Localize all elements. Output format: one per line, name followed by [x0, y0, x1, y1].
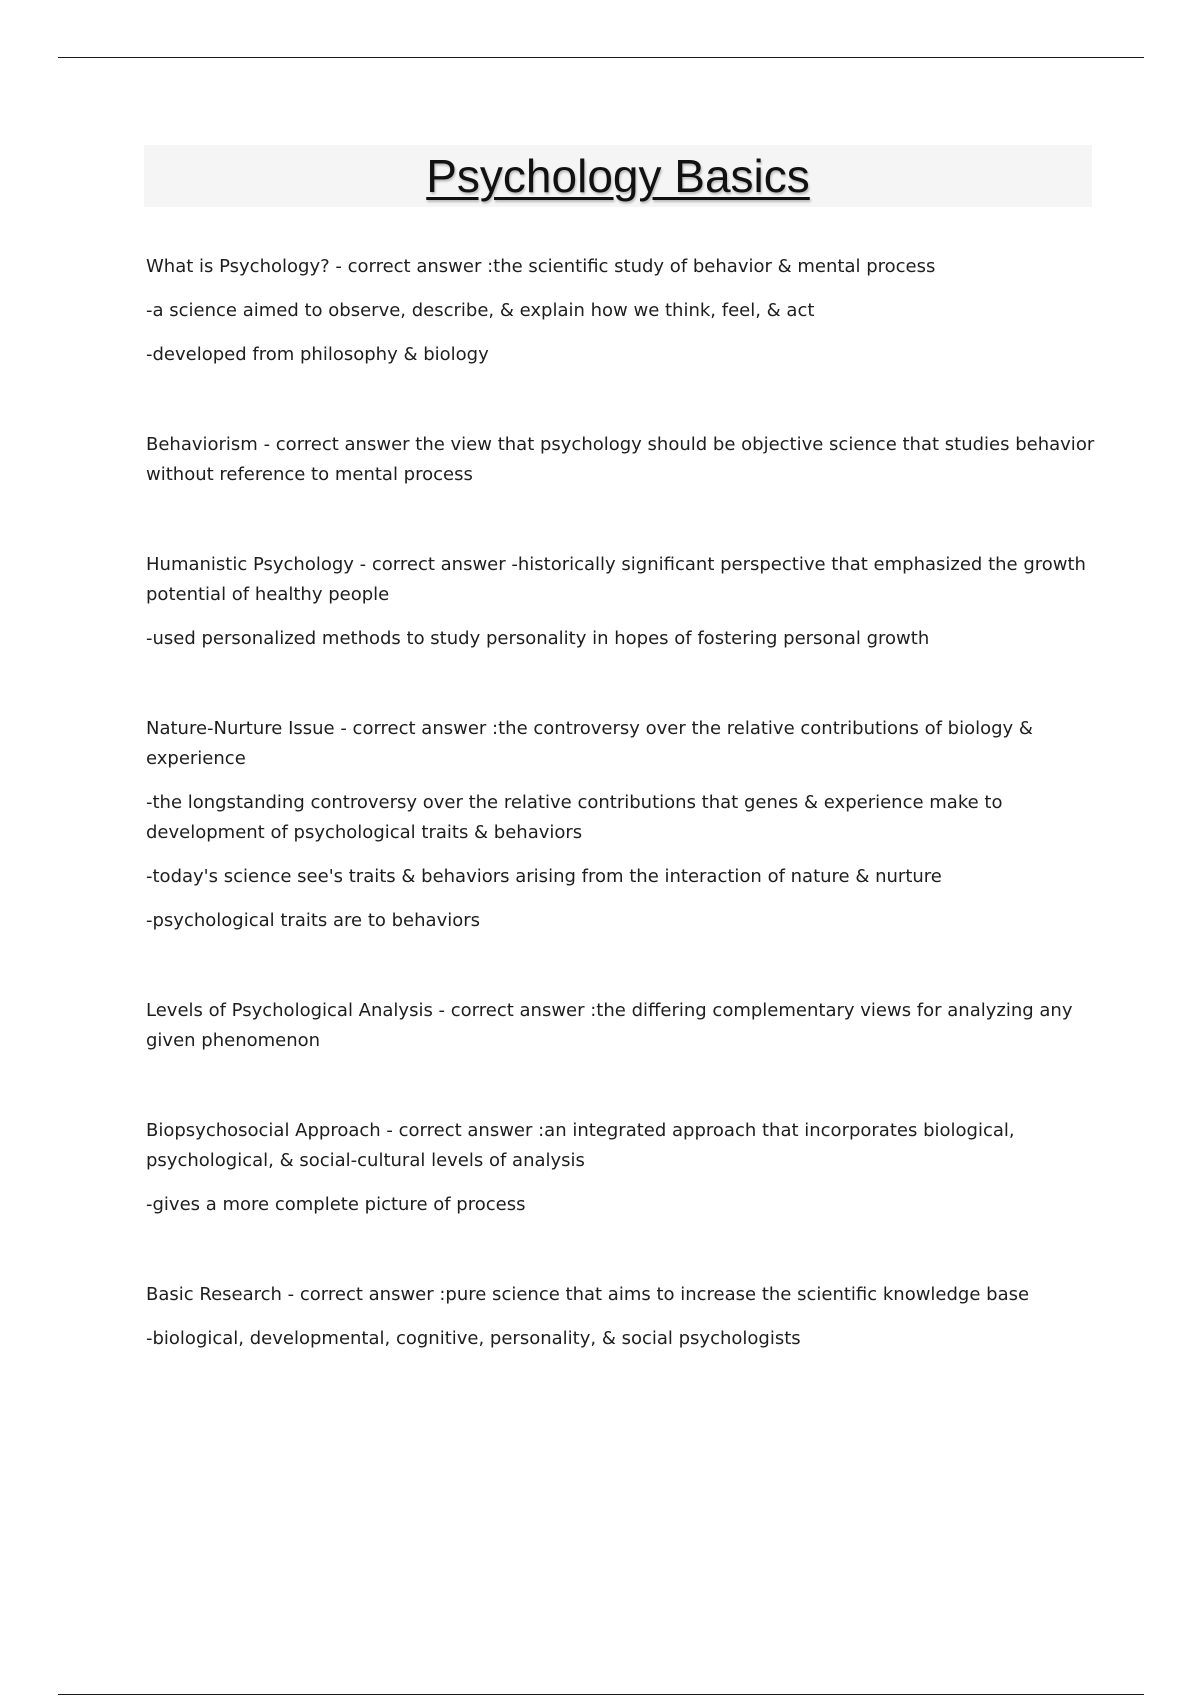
entry-line: Nature-Nurture Issue - correct answer :the controversy over the relative contributions of biology & experience [146, 718, 1033, 769]
entry-nature-nurture [146, 714, 1096, 936]
entry-line: Biopsychosocial Approach - correct answer :an integrated approach that incorporates biological, psychological, & social-cultural levels of analysis [146, 1120, 1015, 1171]
entry-humanistic-psychology [146, 550, 1096, 654]
page-title: Psychology Basics [426, 150, 810, 202]
title-band [144, 145, 1092, 207]
entry-basic-research [146, 1280, 1096, 1354]
entry-line: -used personalized methods to study personality in hopes of fostering personal growth [146, 628, 930, 649]
entry-line: Behaviorism - correct answer the view that psychology should be objective science that studies behavior without reference to mental process [146, 434, 1095, 485]
entry-line: What is Psychology? - correct answer :the scientific study of behavior & mental process [146, 256, 936, 277]
entry-line: -biological, developmental, cognitive, personality, & social psychologists [146, 1328, 801, 1349]
entry-line: -today's science see's traits & behaviors arising from the interaction of nature & nurture [146, 866, 942, 887]
top-rule [58, 57, 1144, 58]
document-body [146, 252, 1096, 1354]
entry-behaviorism [146, 430, 1096, 490]
entry-levels-of-analysis [146, 996, 1096, 1056]
entry-line: -psychological traits are to behaviors [146, 910, 481, 931]
entry-what-is-psychology [146, 252, 1096, 370]
entry-line: -the longstanding controversy over the relative contributions that genes & experience make to development of psychological traits & behaviors [146, 792, 1003, 843]
entry-biopsychosocial [146, 1116, 1096, 1220]
entry-line: Basic Research - correct answer :pure science that aims to increase the scientific knowledge base [146, 1284, 1030, 1305]
bottom-rule [58, 1694, 1144, 1695]
entry-line: Humanistic Psychology - correct answer -historically significant perspective that emphasized the growth potential of healthy people [146, 554, 1086, 605]
entry-line: -developed from philosophy & biology [146, 344, 489, 365]
entry-line: -a science aimed to observe, describe, & explain how we think, feel, & act [146, 300, 815, 321]
entry-line: -gives a more complete picture of process [146, 1194, 526, 1215]
entry-line: Levels of Psychological Analysis - correct answer :the differing complementary views for analyzing any given phenomenon [146, 1000, 1073, 1051]
